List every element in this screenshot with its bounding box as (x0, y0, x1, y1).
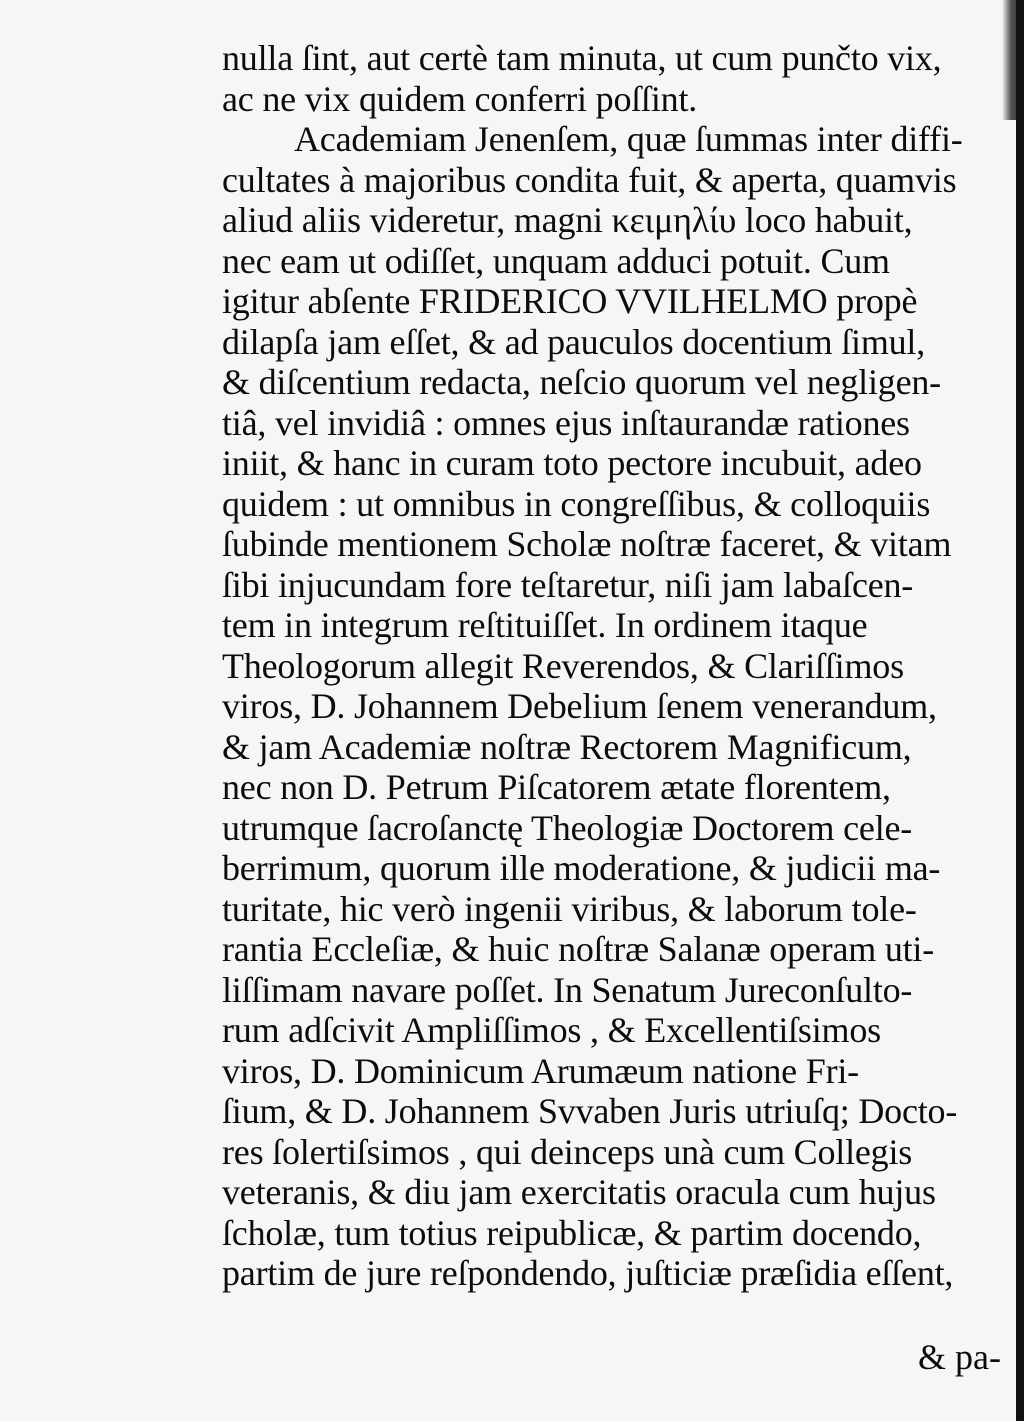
text-line: igitur abſente FRIDERICO VVILHELMO propè (222, 281, 918, 321)
text-line: ſium, & D. Johannem Svvaben Juris utriuſq; Docto- (222, 1091, 958, 1131)
text-line: cultates à majoribus condita fuit, & aperta, quamvis (222, 159, 957, 200)
text-line: aliud aliis videretur, magni κειμηλίυ loco habuit, (222, 200, 913, 240)
text-line: & jam Academiæ noſtræ Rectorem Magnificum, (222, 726, 912, 767)
text-line: iniit, & hanc in curam toto pectore incubuit, adeo (222, 443, 922, 483)
text-line: viros, D. Dominicum Arumæum natione Fri- (222, 1050, 859, 1091)
body-text (222, 38, 1022, 1294)
catchword: & pa- (918, 1337, 1001, 1377)
text-line: Theologorum allegit Reverendos, & Clariſſimos (222, 645, 904, 686)
text-line: ac ne vix quidem conferri poſſint. (222, 78, 698, 119)
text-line: ſubinde mentionem Scholæ noſtræ faceret, & vitam (222, 524, 952, 564)
text-line: nulla ſint, aut certè tam minuta, ut cum punčto vix, (222, 38, 942, 78)
text-line: ſibi injucundam fore teſtaretur, niſi jam labaſcen- (222, 564, 914, 605)
text-line: dilapſa jam eſſet, & ad pauculos docentium ſimul, (222, 321, 926, 362)
text-line: tiâ, vel invidiâ : omnes ejus inſtaurandæ rationes (222, 402, 910, 443)
text-line: utrumque ſacroſanctę Theologiæ Doctorem cele- (222, 807, 913, 848)
text-line: viros, D. Johannem Debelium ſenem venerandum, (222, 686, 937, 726)
text-line: tem in integrum reſtituiſſet. In ordinem itaque (222, 605, 868, 645)
text-line: Academiam Jenenſem, quæ ſummas inter diffi- (294, 119, 963, 159)
text-line: rum adſcivit Ampliſſimos , & Excellentiſsimos (222, 1010, 881, 1050)
text-line: quidem : ut omnibus in congreſſibus, & colloquiis (222, 483, 931, 524)
text-line: veteranis, & diu jam exercitatis oracula cum hujus (222, 1172, 936, 1212)
text-line: turitate, hic verò ingenii viribus, & laborum tole- (222, 888, 917, 929)
text-line: liſſimam navare poſſet. In Senatum Jureconſulto- (222, 969, 913, 1010)
text-line: ſcholæ, tum totius reipublicæ, & partim docendo, (222, 1212, 922, 1253)
text-line: res ſolertiſsimos , qui deinceps unà cum Collegis (222, 1131, 913, 1172)
text-line: nec eam ut odiſſet, unquam adduci potuit. Cum (222, 240, 890, 281)
text-line: partim de jure reſpondendo, juſticiæ præſidia eſſent, (222, 1253, 954, 1293)
text-line: rantia Eccleſiæ, & huic noſtræ Salanæ operam uti- (222, 929, 935, 969)
text-line: nec non D. Petrum Piſcatorem ætate florentem, (222, 767, 891, 807)
text-line: & diſcentium redacta, neſcio quorum vel negligen- (222, 362, 941, 402)
text-line: berrimum, quorum ille moderatione, & judicii ma- (222, 848, 941, 888)
